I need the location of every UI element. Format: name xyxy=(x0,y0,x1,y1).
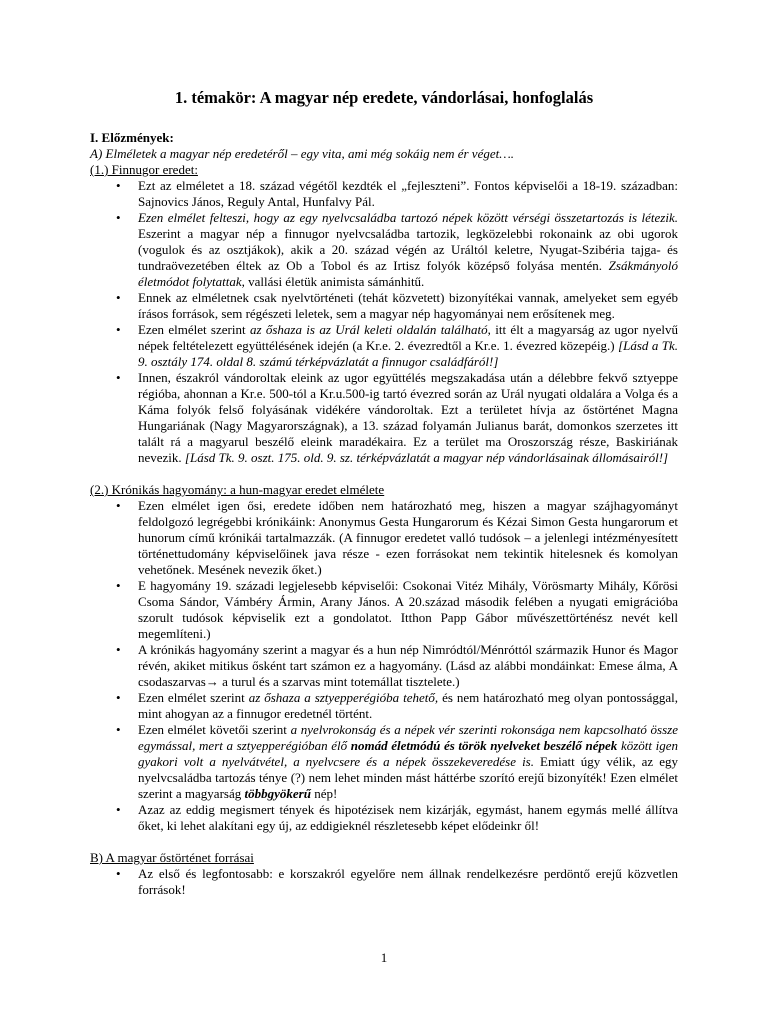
text-run: Ezen elmélet szerint xyxy=(138,322,250,337)
kronikas-list xyxy=(90,498,678,834)
spacer xyxy=(90,466,678,482)
list-item xyxy=(90,578,678,642)
text-run: [Lásd a Tk. 9. osztály 174. oldal 8. számú térképvázlatát a finnugor családfáról!] xyxy=(138,338,678,369)
text-run: és nem határozható meg olyan pontossággal, mint ahogyan az a finnugor eredetnél történt. xyxy=(138,690,678,721)
subsection-heading-elmeletek: A) Elméletek a magyar nép eredetéről – egy vita, ami még sokáig nem ér véget…. xyxy=(90,146,515,161)
document-body xyxy=(90,130,678,898)
list-item xyxy=(90,290,678,322)
list-item xyxy=(90,866,678,898)
text-run: Azaz az eddig megismert tények és hipotézisek nem kizárják, egymást, hanem egymás mellé állítva őket, ki lehet alakítani egy új, az eddigieknél részletesebb képet elődeinkr ől! xyxy=(138,802,678,833)
text-run: nomád életmódú és török nyelveket beszélő népek xyxy=(350,738,618,753)
text-run: Innen, északról vándoroltak eleink az ugor együttélés megszakadása után a délebbre fekvő sztyeppe régióba, ahonnan a Kr.e. 500-tól a Kr.u.500-ig tartó évezred során az Urál nyugati oldalára a Volga és a Káma folyók felső folyásának vidékére vándoroltak. Ezt a területet hívja az őstörténet Magna Hungariának (Nagy Magyarországnak), a 13. század folyamán Julianus barát, domonkos szerzetes itt talált rá a magyarul beszélő eleink maradékaira. Ez a terület ma Oroszország része, Baskiriának nevezik. xyxy=(138,370,678,465)
text-run: nép! xyxy=(310,786,338,801)
text-run: A krónikás hagyomány szerint a magyar és a hun nép Nimródtól/Ménróttól származik Hunor és Magor révén, akiket mitikus ősként tart számon ez a hagyomány. (Lásd az alábbi mondáinkat: Emese álma, A csodaszarvas→ a turul és a szarvas mint totemállat tisztelete.) xyxy=(138,642,678,689)
text-run: többgyökerű xyxy=(244,786,311,801)
page-title: 1. témakör: A magyar nép eredete, vándorlásai, honfoglalás xyxy=(174,88,594,107)
text-run: E hagyomány 19. századi legjelesebb képviselői: Csokonai Vitéz Mihály, Vörösmarty Mihály, Kőrösi Csoma Sándor, Vámbéry Ármin, Arany János. A 20.század második felében a nyugati emigrációba szorult tudósok képviselik ezt a gondolatot. Itthon Papp Gábor művészettörténész nevét kell megemlíteni.) xyxy=(138,578,678,641)
text-run: Emiatt úgy vélik, az egy nyelvcsaládba tartozás ténye (?) nem lehet minden mást háttérbe szorító erejű bizonyíték! Ezen elmélet szerint a magyarság xyxy=(138,754,678,801)
page-number: 1 xyxy=(380,950,388,965)
text-run: között igen gyakori volt a nyelvátvétel, a nyelvcsere és a népek összekeveredése is. xyxy=(138,738,679,769)
list-item xyxy=(90,370,678,466)
text-run: Ezen elmélet felteszi, hogy az egy nyelvcsaládba tartozó népek között vérségi összetartozás is létezik. xyxy=(138,210,678,225)
list-item xyxy=(90,722,678,802)
text-run: vallási életük animista sámánhitű. xyxy=(244,274,425,289)
list-item xyxy=(90,178,678,210)
forrasai-list xyxy=(90,866,678,898)
text-run: Ezt az elméletet a 18. század végétől kezdték el „fejleszteni”. Fontos képviselői a 18-19. században: Sajnovics János, Reguly Antal, Hunfalvy Pál. xyxy=(138,178,678,209)
list-item xyxy=(90,322,678,370)
list-item xyxy=(90,210,678,290)
text-run: Ezen elmélet követői szerint xyxy=(138,722,291,737)
kronikas-heading: (2.) Krónikás hagyomány: a hun-magyar eredet elmélete xyxy=(90,482,385,497)
text-run: [Lásd Tk. 9. oszt. 175. old. 9. sz. térképvázlatát a magyar nép vándorlásainak állomásairól!] xyxy=(184,450,669,465)
text-run: Ezen elmélet szerint xyxy=(138,690,249,705)
forrasai-heading: B) A magyar őstörténet forrásai xyxy=(90,850,254,865)
spacer xyxy=(90,834,678,850)
text-run: Az első és legfontosabb: e korszakról egyelőre nem állnak rendelkezésre perdöntő erejű közvetlen források! xyxy=(138,866,678,897)
text-run: az őshaza is az Urál keleti oldalán található xyxy=(249,322,488,337)
finnugor-list xyxy=(90,178,678,466)
text-run: a nyelvrokonság és a népek vér szerinti rokonsága nem kapcsolható össze egymással, mert a sztyepperégióban élő xyxy=(138,722,678,753)
finnugor-heading: (1.) Finnugor eredet: xyxy=(90,162,198,177)
text-run: Ennek az elméletnek csak nyelvtörténeti (tehát közvetett) bizonyítékai vannak, amelyeket sem egyéb írásos források, sem régészeti leletek, sem a magyar nép hagyományai nem erősítenek meg. xyxy=(138,290,678,321)
list-item xyxy=(90,642,678,690)
list-item xyxy=(90,802,678,834)
list-item xyxy=(90,690,678,722)
section-heading-elozmenyek: I. Előzmények: xyxy=(90,130,174,145)
text-run: Ezen elmélet igen ősi, eredete időben nem határozható meg, hiszen a magyar szájhagyományt feldolgozó legrégebbi krónikáink: Anonymus Gesta Hungarorum és Kézai Simon Gesta hungarorum et hunorum című krónikái tartalmazzák. (A finnugor eredetet valló tudósok – a jelenlegi intézményesített történettudomány képviselőinek java része - ezen forrásokat nem tekintik hitelesnek és komolyan vehetőnek. Mesének nevezik őket.) xyxy=(138,498,678,577)
text-run: Eszerint a magyar nép a finnugor nyelvcsaládba tartozik, legközelebbi rokonaink az obi ugorok (vogulok és az osztjákok), akik a 20. század végén az Uráltól keletre, Nyugat-Szibéria tajga- és tundraövezetében éltek az Ob a Tobol és az Irtisz folyók középső folyása mentén. xyxy=(138,226,678,273)
list-item xyxy=(90,498,678,578)
text-run: , itt élt a magyarság az ugor nyelvű népek feltételezett együttélésének idején (a Kr.e. 2. évezredtől a Kr.e. 1. évezred közepéig.) xyxy=(138,322,678,353)
text-run: Zsákmányoló életmódot folytattak, xyxy=(138,258,678,289)
text-run: az őshaza a sztyepperégióba tehető, xyxy=(248,690,439,705)
